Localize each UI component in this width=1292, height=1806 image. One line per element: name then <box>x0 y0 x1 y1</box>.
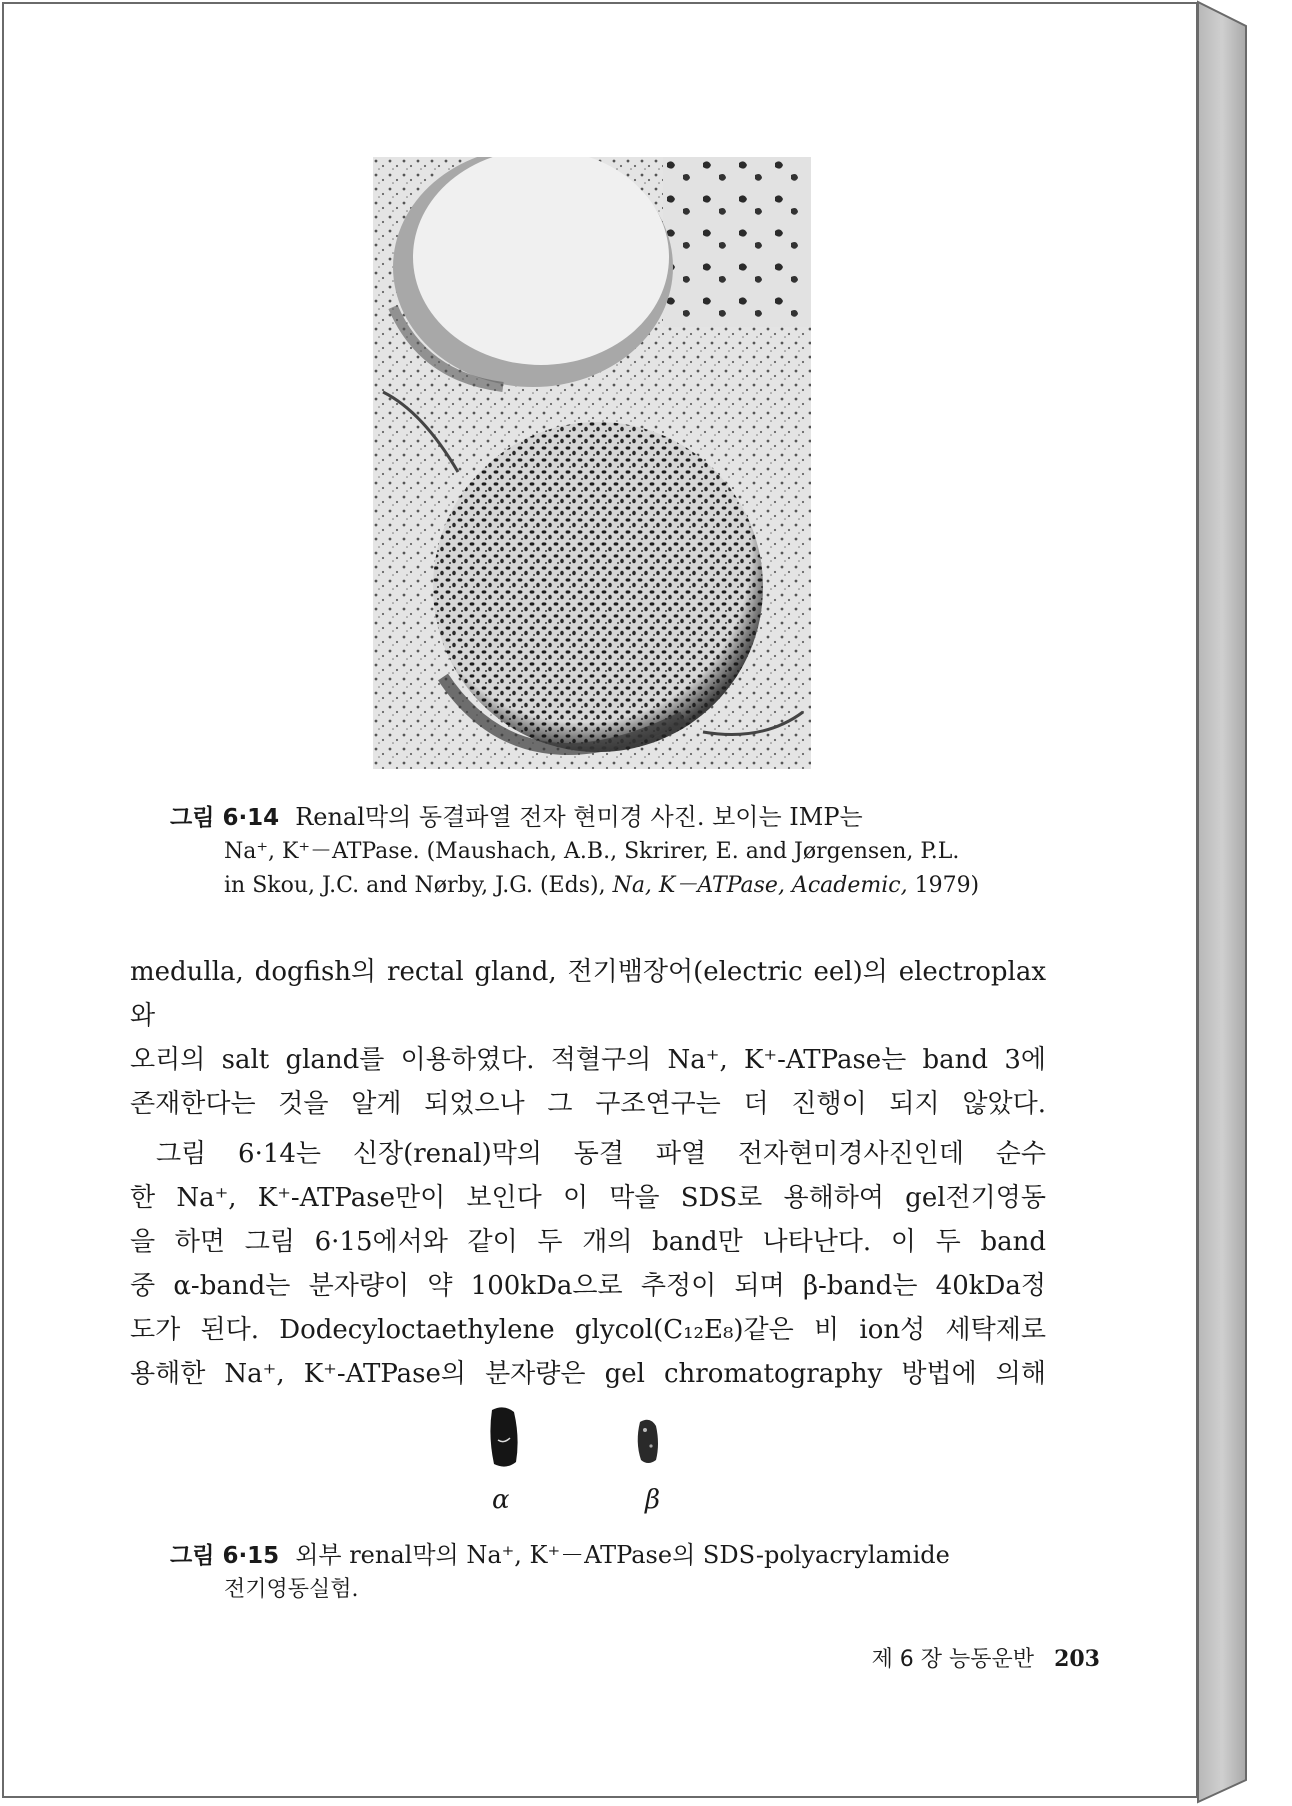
page-footer <box>872 1642 1100 1673</box>
beta-band <box>638 1420 658 1463</box>
text-line: 존재한다는 것을 알게 되었으나 그 구조연구는 더 진행이 되지 않았다. <box>130 1089 1046 1119</box>
figure-6-15-caption <box>170 1538 1050 1607</box>
micrograph-figure-6-14 <box>373 157 811 769</box>
figure-title: Renal막의 동결파열 전자 현미경 사진. 보이는 IMP는 <box>295 803 863 831</box>
figure-caption-line: 전기영동실험. <box>224 1577 359 1602</box>
text-line: medulla, dogfish의 rectal gland, 전기뱀장어(electric eel)의 electroplax와 <box>130 957 1046 1031</box>
figure-title: 외부 renal막의 Na⁺, K⁺－ATPase의 SDS-polyacrylamide <box>295 1541 950 1569</box>
source-title: Na, K－ATPase, Academic, <box>612 873 908 898</box>
figure-6-14-caption <box>170 800 1050 903</box>
text-line: 오리의 salt gland를 이용하였다. 적혈구의 Na⁺, K⁺-ATPase는 band 3에 <box>130 1045 1046 1075</box>
gel-bands-figure-6-15 <box>470 1400 690 1550</box>
text-line: 중 α-band는 분자량이 약 100kDa으로 추정이 되며 β-band는 40kDa정 <box>130 1271 1046 1301</box>
page-number: 203 <box>1054 1646 1100 1672</box>
text-line: 을 하면 그림 6·15에서와 같이 두 개의 band만 나타난다. 이 두 band <box>130 1227 1046 1257</box>
figure-label: 그림 6·14 <box>170 805 280 831</box>
figure-source <box>170 869 1050 903</box>
text-line: 용해한 Na⁺, K⁺-ATPase의 분자량은 gel chromatography 방법에 의해 <box>130 1359 1046 1389</box>
text-line: 한 Na⁺, K⁺-ATPase만이 보인다 이 막을 SDS로 용해하여 gel전기영동 <box>130 1183 1046 1213</box>
body-text <box>130 950 1046 1396</box>
chapter-title: 제 6 장 능동운반 <box>871 1647 1035 1672</box>
figure-label: 그림 6·15 <box>170 1543 280 1569</box>
text-line: 도가 된다. Dodecyloctaethylene glycol(C₁₂E₈)같은 비 ion성 세탁제로 <box>130 1315 1046 1345</box>
figure-caption-line: Na⁺, K⁺－ATPase. (Maushach, A.B., Skrirer, E. and Jørgensen, P.L. <box>224 839 960 864</box>
alpha-label: α <box>492 1485 510 1515</box>
text-line: 그림 6·14는 신장(renal)막의 동결 파열 전자현미경사진인데 순수 <box>156 1139 1046 1169</box>
alpha-band <box>490 1407 517 1466</box>
beta-label: β <box>645 1485 661 1515</box>
source-year: 1979) <box>907 873 980 898</box>
source-text: in Skou, J.C. and Nørby, J.G. (Eds), <box>224 873 613 898</box>
